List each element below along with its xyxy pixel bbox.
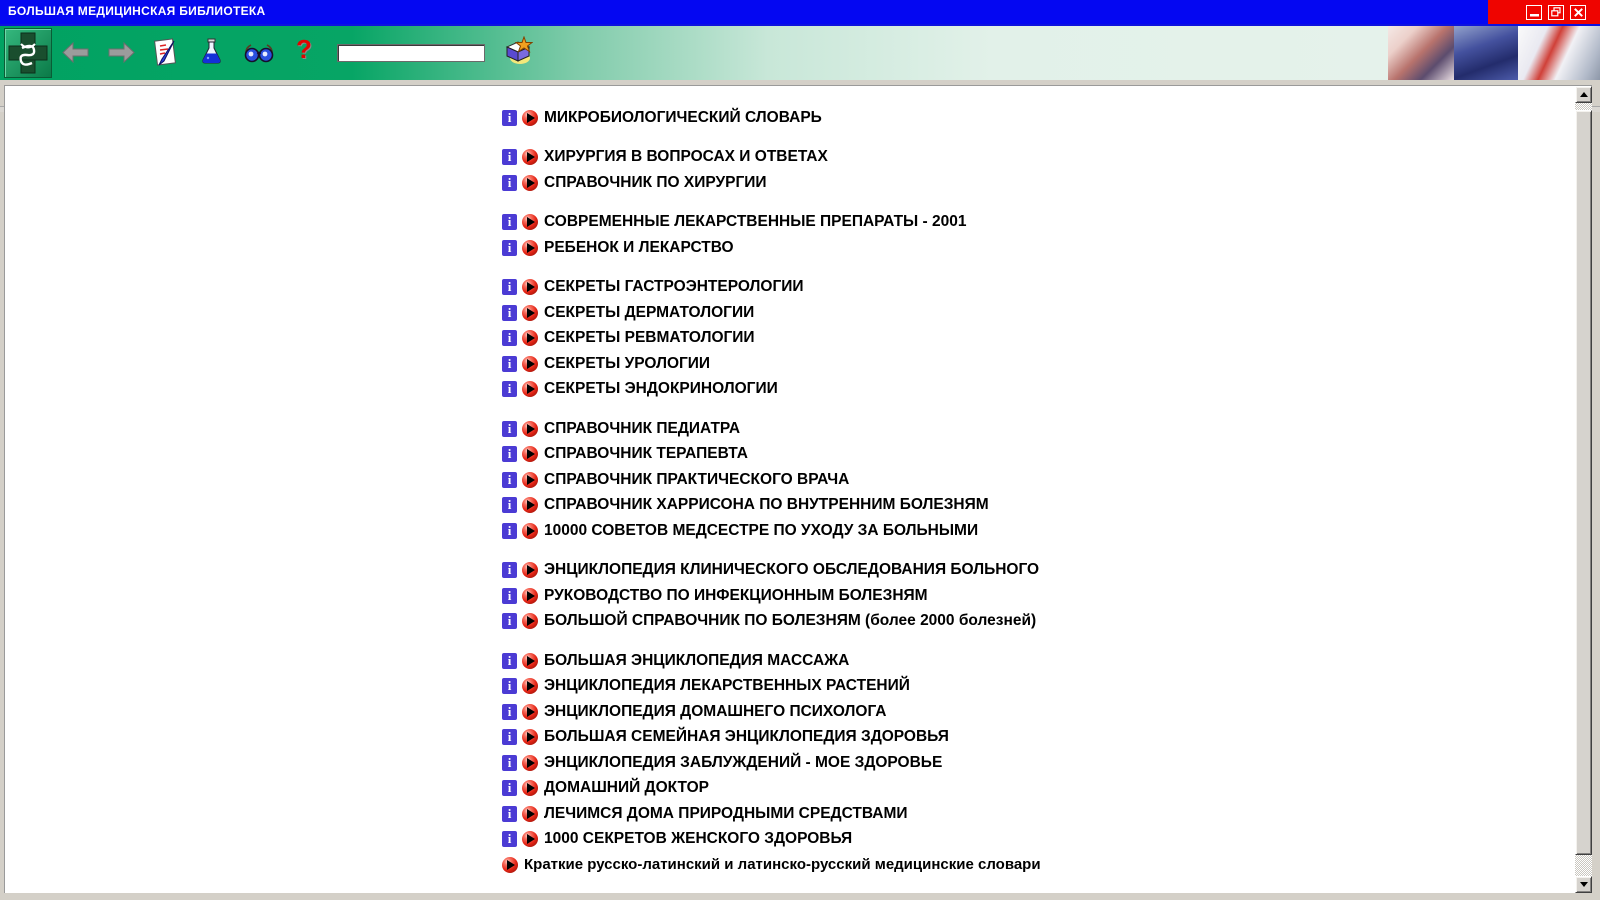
info-icon[interactable]: i bbox=[502, 381, 517, 397]
play-triangle bbox=[527, 475, 535, 485]
open-book-icon[interactable] bbox=[522, 356, 538, 372]
list-item bbox=[5, 210, 1575, 236]
open-book-icon[interactable] bbox=[522, 780, 538, 796]
play-triangle bbox=[527, 282, 535, 292]
info-icon[interactable]: i bbox=[502, 806, 517, 822]
open-book-icon[interactable] bbox=[502, 857, 518, 873]
list-item bbox=[5, 351, 1575, 377]
book-group bbox=[5, 648, 1575, 878]
list-item bbox=[5, 674, 1575, 700]
info-icon[interactable]: i bbox=[502, 421, 517, 437]
open-book-icon[interactable] bbox=[522, 704, 538, 720]
title-bar bbox=[0, 0, 1600, 24]
info-icon[interactable]: i bbox=[502, 831, 517, 847]
flask-button[interactable] bbox=[200, 38, 223, 71]
book-title-link[interactable]: РУКОВОДСТВО ПО ИНФЕКЦИОННЫМ БОЛЕЗНЯМ bbox=[544, 586, 928, 604]
open-book-icon[interactable] bbox=[522, 110, 538, 126]
find-button[interactable] bbox=[243, 43, 275, 68]
info-icon[interactable]: i bbox=[502, 279, 517, 295]
scroll-up-arrow-icon bbox=[1580, 92, 1588, 97]
open-book-icon[interactable] bbox=[522, 472, 538, 488]
info-icon[interactable]: i bbox=[502, 175, 517, 191]
bookmarks-button[interactable] bbox=[503, 36, 533, 71]
play-triangle bbox=[527, 616, 535, 626]
play-triangle bbox=[527, 732, 535, 742]
open-book-icon[interactable] bbox=[522, 305, 538, 321]
book-title-link[interactable]: СПРАВОЧНИК ТЕРАПЕВТА bbox=[544, 445, 748, 463]
play-triangle bbox=[527, 178, 535, 188]
list-item bbox=[5, 105, 1575, 131]
play-triangle bbox=[527, 758, 535, 768]
content-area bbox=[4, 85, 1592, 893]
list-item bbox=[5, 648, 1575, 674]
play-triangle bbox=[527, 449, 535, 459]
list-item bbox=[5, 827, 1575, 853]
play-triangle bbox=[527, 681, 535, 691]
play-triangle bbox=[527, 500, 535, 510]
list-item bbox=[5, 558, 1575, 584]
medical-cross-icon bbox=[8, 32, 48, 74]
book-group bbox=[5, 210, 1575, 261]
play-triangle bbox=[527, 243, 535, 253]
list-item bbox=[5, 170, 1575, 196]
play-triangle bbox=[527, 424, 535, 434]
play-triangle bbox=[527, 656, 535, 666]
list-item bbox=[5, 609, 1575, 635]
book-title-link[interactable]: МИКРОБИОЛОГИЧЕСКИЙ СЛОВАРЬ bbox=[544, 108, 822, 126]
book-group bbox=[5, 145, 1575, 196]
book-star-icon bbox=[503, 36, 533, 66]
play-triangle bbox=[527, 359, 535, 369]
open-book-icon[interactable] bbox=[522, 729, 538, 745]
minimize-button[interactable] bbox=[1526, 5, 1542, 20]
restore-button[interactable] bbox=[1548, 5, 1564, 20]
collage-ambulance-photo bbox=[1518, 26, 1600, 80]
list-item bbox=[5, 377, 1575, 403]
book-group bbox=[5, 275, 1575, 403]
list-item bbox=[5, 493, 1575, 519]
list-item bbox=[5, 699, 1575, 725]
play-triangle bbox=[527, 783, 535, 793]
vertical-scrollbar[interactable] bbox=[1575, 86, 1592, 893]
book-title-link[interactable]: 10000 СОВЕТОВ МЕДСЕСТРЕ ПО УХОДУ ЗА БОЛЬНЫМИ bbox=[544, 521, 979, 539]
help-button[interactable]: ? bbox=[296, 33, 312, 64]
list-item bbox=[5, 275, 1575, 301]
info-icon[interactable]: i bbox=[502, 704, 517, 720]
list-item bbox=[5, 776, 1575, 802]
info-icon[interactable]: i bbox=[502, 149, 517, 165]
book-group bbox=[5, 558, 1575, 635]
book-title-link[interactable]: БОЛЬШАЯ ЭНЦИКЛОПЕДИЯ МАССАЖА bbox=[544, 651, 850, 669]
list-item bbox=[5, 467, 1575, 493]
play-triangle bbox=[527, 565, 535, 575]
open-book-icon[interactable] bbox=[522, 240, 538, 256]
book-title-link[interactable]: СЕКРЕТЫ ЭНДОКРИНОЛОГИИ bbox=[544, 380, 778, 398]
info-icon[interactable]: i bbox=[502, 330, 517, 346]
notes-button[interactable] bbox=[152, 38, 178, 72]
book-title-link[interactable]: ДОМАШНИЙ ДОКТОР bbox=[544, 779, 709, 797]
info-icon[interactable]: i bbox=[502, 240, 517, 256]
open-book-icon[interactable] bbox=[522, 562, 538, 578]
list-item bbox=[5, 750, 1575, 776]
play-triangle bbox=[527, 834, 535, 844]
play-triangle bbox=[527, 809, 535, 819]
search-input[interactable] bbox=[337, 44, 485, 62]
play-triangle bbox=[527, 308, 535, 318]
info-icon[interactable]: i bbox=[502, 562, 517, 578]
open-book-icon[interactable] bbox=[522, 613, 538, 629]
book-title-link[interactable]: СПРАВОЧНИК ПРАКТИЧЕСКОГО ВРАЧА bbox=[544, 470, 850, 488]
info-icon[interactable]: i bbox=[502, 472, 517, 488]
open-book-icon[interactable] bbox=[522, 446, 538, 462]
book-title-link[interactable]: ЭНЦИКЛОПЕДИЯ ЛЕКАРСТВЕННЫХ РАСТЕНИЙ bbox=[544, 677, 910, 695]
flask-icon bbox=[200, 38, 223, 66]
info-icon[interactable]: i bbox=[502, 497, 517, 513]
list-item bbox=[5, 326, 1575, 352]
book-title-link[interactable]: СЕКРЕТЫ РЕВМАТОЛОГИИ bbox=[544, 329, 755, 347]
list-item bbox=[5, 583, 1575, 609]
info-icon[interactable]: i bbox=[502, 780, 517, 796]
back-arrow-icon bbox=[62, 42, 89, 63]
play-triangle bbox=[527, 526, 535, 536]
list-item bbox=[5, 145, 1575, 171]
book-title-link[interactable]: БОЛЬШОЙ СПРАВОЧНИК ПО БОЛЕЗНЯМ (более 2000 болезней) bbox=[544, 612, 1037, 630]
book-title-link[interactable]: СПРАВОЧНИК ПО ХИРУРГИИ bbox=[544, 173, 767, 191]
restore-icon bbox=[1551, 7, 1561, 17]
open-book-icon[interactable] bbox=[522, 523, 538, 539]
open-book-icon[interactable] bbox=[522, 421, 538, 437]
list-item bbox=[5, 300, 1575, 326]
book-group bbox=[5, 416, 1575, 544]
window-title: БОЛЬШАЯ МЕДИЦИНСКАЯ БИБЛИОТЕКА bbox=[8, 4, 266, 18]
open-book-icon[interactable] bbox=[522, 806, 538, 822]
book-title-link[interactable]: Краткие русско-латинский и латинско-русский медицинские словари bbox=[524, 856, 1041, 874]
list-item bbox=[5, 852, 1575, 878]
info-icon[interactable]: i bbox=[502, 729, 517, 745]
binoculars-icon bbox=[243, 43, 275, 63]
book-title-link[interactable]: БОЛЬШАЯ СЕМЕЙНАЯ ЭНЦИКЛОПЕДИЯ ЗДОРОВЬЯ bbox=[544, 728, 949, 746]
info-icon[interactable]: i bbox=[502, 523, 517, 539]
book-title-link[interactable]: ЭНЦИКЛОПЕДИЯ ЗАБЛУЖДЕНИЙ - МОЕ ЗДОРОВЬЕ bbox=[544, 753, 943, 771]
scroll-up-button[interactable] bbox=[1575, 86, 1592, 103]
scroll-down-arrow-icon bbox=[1580, 882, 1588, 887]
open-book-icon[interactable] bbox=[522, 279, 538, 295]
list-item bbox=[5, 442, 1575, 468]
close-button[interactable] bbox=[1570, 5, 1586, 20]
list-item bbox=[5, 725, 1575, 751]
info-icon[interactable]: i bbox=[502, 678, 517, 694]
book-title-link[interactable]: ХИРУРГИЯ В ВОПРОСАХ И ОТВЕТАХ bbox=[544, 148, 828, 166]
open-book-icon[interactable] bbox=[522, 214, 538, 230]
book-title-link[interactable]: ЛЕЧИМСЯ ДОМА ПРИРОДНЫМИ СРЕДСТВАМИ bbox=[544, 804, 908, 822]
list-item bbox=[5, 235, 1575, 261]
open-book-icon[interactable] bbox=[522, 678, 538, 694]
book-title-link[interactable]: СЕКРЕТЫ ГАСТРОЭНТЕРОЛОГИИ bbox=[544, 278, 804, 296]
open-book-icon[interactable] bbox=[522, 755, 538, 771]
play-triangle bbox=[507, 860, 515, 870]
medical-cross-home-button[interactable] bbox=[4, 28, 52, 78]
open-book-icon[interactable] bbox=[522, 149, 538, 165]
back-button[interactable] bbox=[62, 42, 89, 68]
info-icon[interactable]: i bbox=[502, 755, 517, 771]
list-item bbox=[5, 801, 1575, 827]
info-icon[interactable]: i bbox=[502, 214, 517, 230]
list-item bbox=[5, 416, 1575, 442]
scroll-down-button[interactable] bbox=[1575, 876, 1592, 893]
play-triangle bbox=[527, 217, 535, 227]
forward-button[interactable] bbox=[108, 42, 135, 68]
play-triangle bbox=[527, 707, 535, 717]
book-title-link[interactable]: СПРАВОЧНИК ПЕДИАТРА bbox=[544, 419, 741, 437]
play-triangle bbox=[527, 384, 535, 394]
open-book-icon[interactable] bbox=[522, 831, 538, 847]
forward-arrow-icon bbox=[108, 42, 135, 63]
book-title-link[interactable]: СПРАВОЧНИК ХАРРИСОНА ПО ВНУТРЕННИМ БОЛЕЗНЯМ bbox=[544, 496, 989, 514]
open-book-icon[interactable] bbox=[522, 653, 538, 669]
book-title-link[interactable]: 1000 СЕКРЕТОВ ЖЕНСКОГО ЗДОРОВЬЯ bbox=[544, 830, 853, 848]
collage-nurse-photo bbox=[1388, 26, 1454, 80]
medical-photo-collage bbox=[1388, 26, 1600, 80]
book-title-link[interactable]: СОВРЕМЕННЫЕ ЛЕКАРСТВЕННЫЕ ПРЕПАРАТЫ - 2001 bbox=[544, 213, 967, 231]
open-book-icon[interactable] bbox=[522, 497, 538, 513]
play-triangle bbox=[527, 333, 535, 343]
window-controls bbox=[1488, 0, 1600, 24]
open-book-icon[interactable] bbox=[522, 588, 538, 604]
book-title-link[interactable]: РЕБЕНОК И ЛЕКАРСТВО bbox=[544, 238, 734, 256]
info-icon[interactable]: i bbox=[502, 653, 517, 669]
book-title-link[interactable]: СЕКРЕТЫ УРОЛОГИИ bbox=[544, 354, 711, 372]
list-item bbox=[5, 518, 1575, 544]
book-title-link[interactable]: ЭНЦИКЛОПЕДИЯ КЛИНИЧЕСКОГО ОБСЛЕДОВАНИЯ БОЛЬНОГО bbox=[544, 561, 1040, 579]
info-icon[interactable]: i bbox=[502, 110, 517, 126]
notepad-pencil-icon bbox=[152, 38, 178, 67]
play-triangle bbox=[527, 152, 535, 162]
book-group bbox=[5, 105, 1575, 131]
info-icon[interactable]: i bbox=[502, 613, 517, 629]
close-icon bbox=[1574, 8, 1583, 17]
open-book-icon[interactable] bbox=[522, 381, 538, 397]
play-triangle bbox=[527, 113, 535, 123]
book-title-link[interactable]: СЕКРЕТЫ ДЕРМАТОЛОГИИ bbox=[544, 303, 755, 321]
toolbar bbox=[0, 24, 1600, 80]
play-triangle bbox=[527, 591, 535, 601]
info-icon[interactable]: i bbox=[502, 305, 517, 321]
open-book-icon[interactable] bbox=[522, 175, 538, 191]
minimize-icon bbox=[1530, 8, 1539, 17]
book-title-link[interactable]: ЭНЦИКЛОПЕДИЯ ДОМАШНЕГО ПСИХОЛОГА bbox=[544, 702, 887, 720]
collage-doctor-photo bbox=[1454, 26, 1518, 80]
info-icon[interactable]: i bbox=[502, 588, 517, 604]
scrollbar-thumb[interactable] bbox=[1575, 110, 1592, 855]
book-list bbox=[5, 86, 1575, 893]
open-book-icon[interactable] bbox=[522, 330, 538, 346]
info-icon[interactable]: i bbox=[502, 356, 517, 372]
info-icon[interactable]: i bbox=[502, 446, 517, 462]
